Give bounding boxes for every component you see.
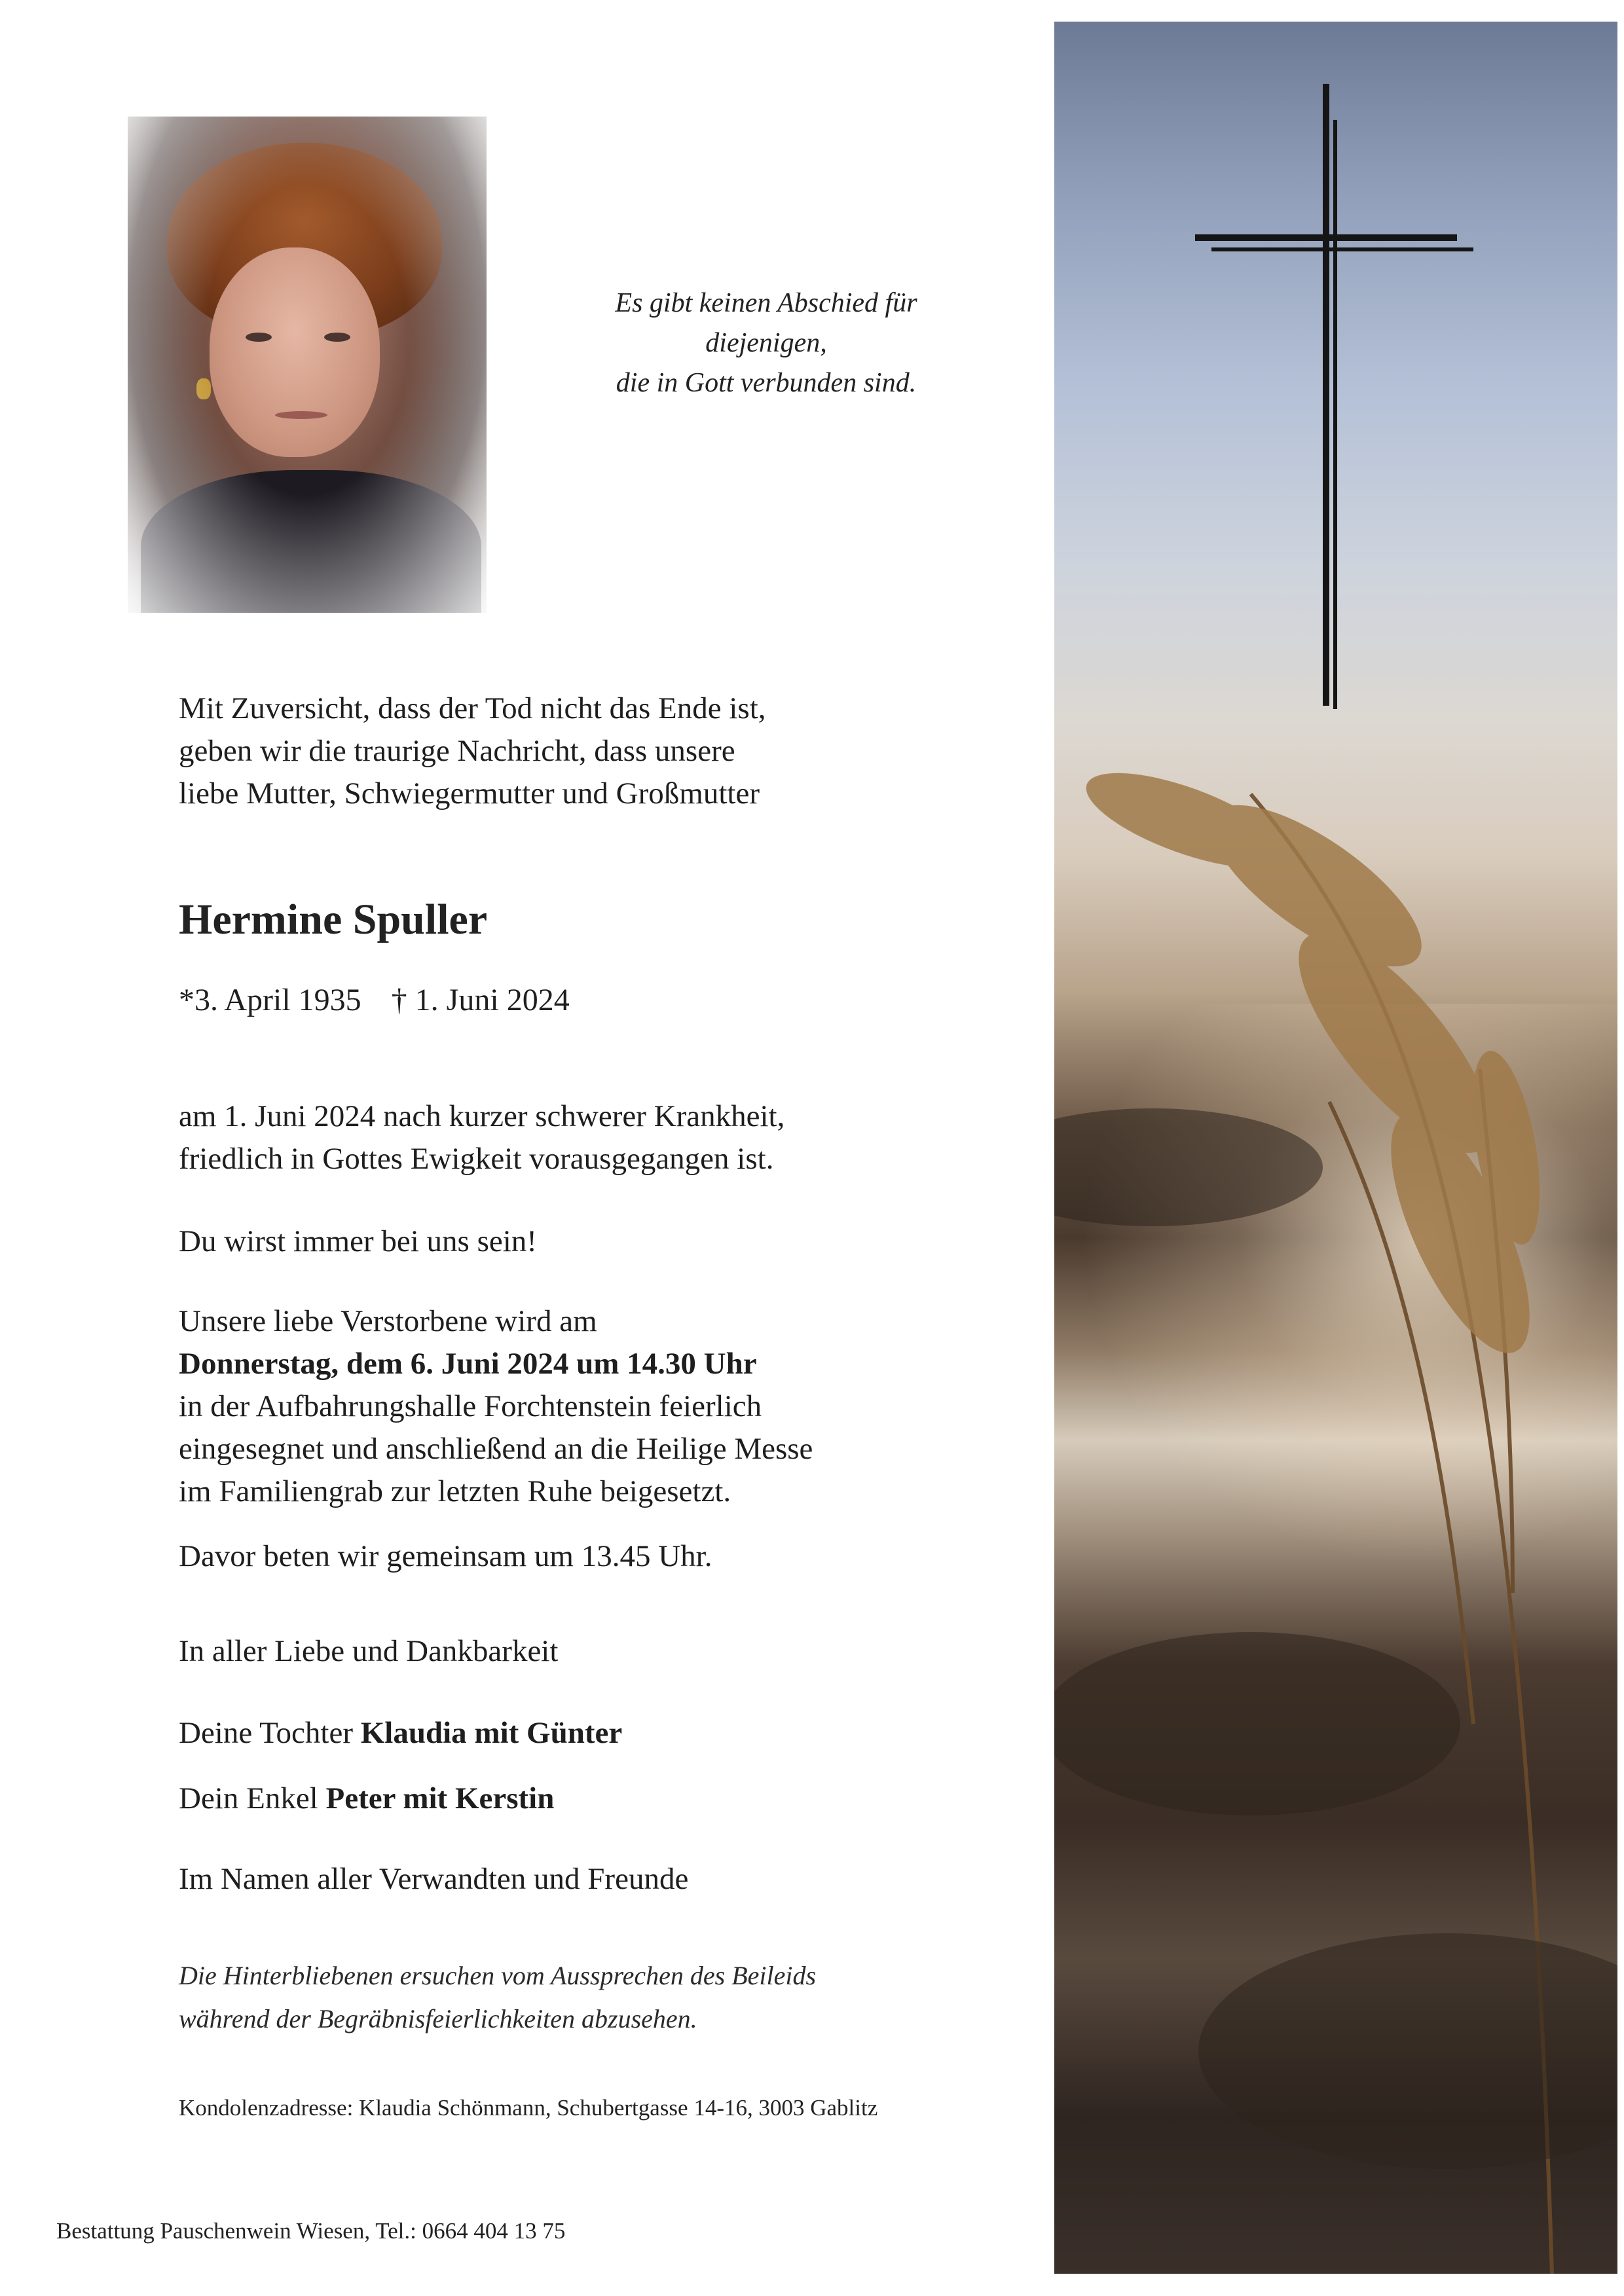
funeral-date-time: Donnerstag, dem 6. Juni 2024 um 14.30 Uhr (179, 1347, 757, 1381)
death-date: 1. Juni 2024 (415, 983, 570, 1017)
funeral-line: eingesegnet und anschließend an die Heilige Messe (179, 1432, 813, 1466)
cross-icon (1323, 84, 1329, 706)
family-names: Peter mit Kerstin (325, 1781, 555, 1815)
quote (544, 283, 989, 403)
cross-icon-beam (1195, 234, 1457, 241)
family-relation: Deine Tochter (179, 1716, 353, 1750)
quote-line: die in Gott verbunden sind. (616, 368, 917, 398)
funeral-line: im Familiengrab zur letzten Ruhe beigesetzt. (179, 1474, 731, 1508)
birth-date: *3. April 1935 (179, 983, 361, 1017)
intro-line: liebe Mutter, Schwiegermutter und Großmutter (179, 776, 760, 811)
portrait-vignette (128, 117, 487, 613)
family-member (179, 1777, 554, 1820)
quote-line: diejenigen, (705, 328, 827, 358)
cross-icon-beam-shadow (1211, 247, 1473, 251)
condolence-note (179, 1954, 816, 2041)
intro-line: geben wir die traurige Nachricht, dass unsere (179, 734, 735, 768)
condolence-address: Kondolenzadresse: Klaudia Schönmann, Schubertgasse 14-16, 3003 Gablitz (179, 2095, 878, 2121)
background-foliage (1054, 1632, 1460, 1815)
family-member (179, 1712, 622, 1755)
intro-line: Mit Zuversicht, dass der Tod nicht das Ende ist, (179, 691, 766, 725)
intro-text (179, 687, 766, 815)
quote-line: Es gibt keinen Abschied für (615, 288, 917, 318)
funeral-line: in der Aufbahrungshalle Forchtenstein feierlich (179, 1389, 762, 1423)
cross-icon-shadow (1333, 120, 1337, 709)
death-symbol: † (391, 983, 407, 1017)
passing-line: am 1. Juni 2024 nach kurzer schwerer Krankheit, (179, 1099, 785, 1133)
family-relation: Dein Enkel (179, 1781, 318, 1815)
family-names: Klaudia mit Günter (360, 1716, 623, 1750)
note-line: Die Hinterbliebenen ersuchen vom Aussprechen des Beileids (179, 1961, 817, 1990)
background-foliage (1198, 1933, 1617, 2169)
passing-line: friedlich in Gottes Ewigkeit vorausgegangen ist. (179, 1142, 774, 1176)
farewell-text: Du wirst immer bei uns sein! (179, 1224, 537, 1258)
life-dates (179, 979, 570, 1021)
note-line: während der Begräbnisfeierlichkeiten abzusehen. (179, 2004, 697, 2033)
funeral-info (179, 1300, 813, 1513)
deceased-name: Hermine Spuller (179, 896, 488, 943)
passing-text (179, 1095, 784, 1180)
prayer-text: Davor beten wir gemeinsam um 13.45 Uhr. (179, 1539, 712, 1573)
closing-text: In aller Liebe und Dankbarkeit (179, 1634, 559, 1668)
undertaker-info: Bestattung Pauschenwein Wiesen, Tel.: 0664 404 13 75 (56, 2218, 566, 2244)
portrait-photo (128, 117, 487, 613)
funeral-line: Unsere liebe Verstorbene wird am (179, 1304, 597, 1338)
relatives-text: Im Namen aller Verwandten und Freunde (179, 1862, 689, 1896)
decorative-panel (1054, 22, 1617, 2274)
background-foliage (1054, 1108, 1323, 1226)
